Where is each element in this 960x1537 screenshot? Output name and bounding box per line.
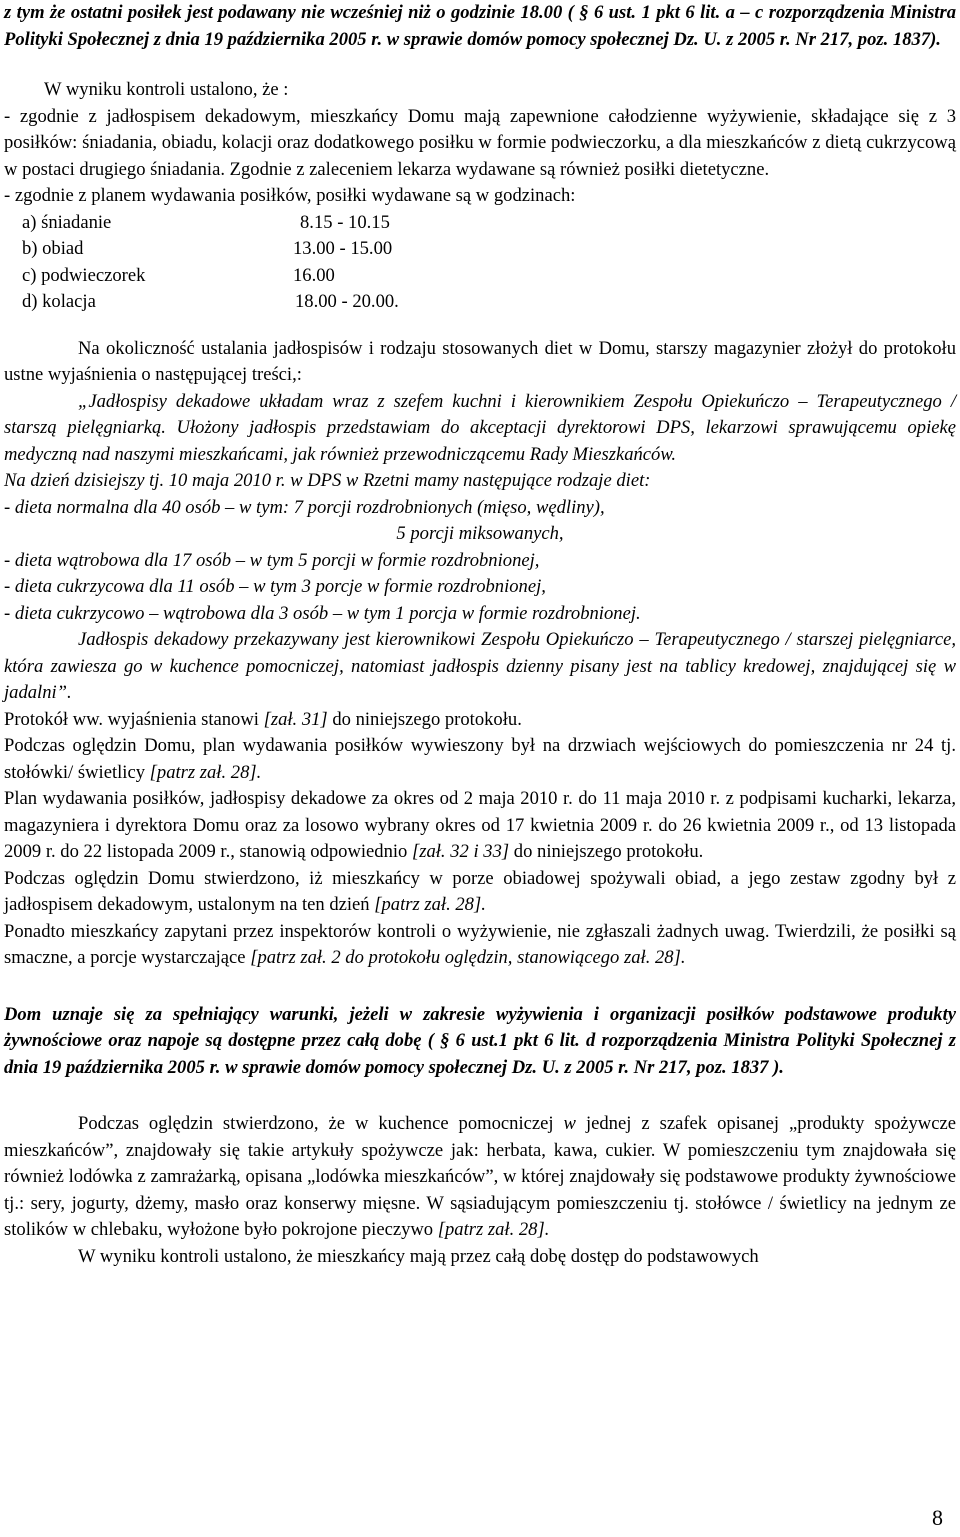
survey-paragraph [4, 919, 956, 972]
meal-time: 13.00 - 15.00 [293, 238, 393, 259]
kitchen-text: w [563, 1113, 576, 1134]
attachment-ref: [zał. 31] [263, 708, 328, 730]
inspection-text: Podczas oględzin Domu stwierdzono, iż mieszkańcy w porze obiadowej spożywali obiad, a jego zestaw zgodny był z jadłospisem dekadowym, ustalonym na ten dzień [4, 867, 956, 915]
findings-paragraph-1: - zgodnie z jadłospisem dekadowym, mieszkańcy Domu mają zapewnione całodzienne wyżywienie, składające się z 3 posiłków: śniadania, obiadu, kolacji oraz dodatkowego posiłku w formie podwieczorku, a dla mieszkańców z dietą cukrzycową w postaci drugiego śniadania. Zgodnie z zaleceniem lekarza wydawane są również posiłki dietetyczne. [4, 105, 956, 180]
conclusion-bold: Dom uznaje się za spełniający warunki, jeżeli w zakresie wyżywienia i organizacji posiłków podstawowe produkty żywnościowe oraz napoje są dostępne przez całą dobę ( § 6 ust.1 pkt 6 lit. d rozporządzenia Ministra Polityki Społecznej z dnia 19 października 2005 r. w sprawie domów pomocy społecznej Dz. U. z 2005 r. Nr 217, poz. 1837 ). [4, 1003, 956, 1078]
meal-schedule [4, 210, 956, 316]
diet-list [4, 495, 956, 628]
meal-row [4, 210, 956, 237]
survey-text: Ponadto mieszkańcy zapytani przez inspektorów kontroli o wyżywienie, nie zgłaszali żadnych uwag. Twierdzili, że posiłki są smaczne, a porcje wystarczające [4, 920, 956, 968]
document-page [4, 0, 956, 1270]
attachment-ref: [patrz zał. 28]. [374, 894, 486, 915]
plan-text: do niniejszego protokołu. [509, 841, 704, 862]
meal-time: 18.00 - 20.00. [295, 291, 399, 312]
diet-item: - dieta wątrobowa dla 17 osób – w tym 5 porcji w formie rozdrobnionej, [4, 549, 540, 571]
meal-time: 16.00 [293, 264, 335, 286]
protocol-text: do niniejszego protokołu. [327, 708, 522, 730]
statement-paragraph-2: Jadłospis dekadowy przekazywany jest kierownikowi Zespołu Opiekuńczo – Terapeutycznego / starszej pielęgniarce, która zawiesza go w kuchence pomocniczej, natomiast jadłospis dzienny pisany jest na tablicy kredowej, znajdującej się w jadalni”. [4, 629, 956, 703]
protocol-note [4, 707, 956, 734]
statement-date: Na dzień dzisiejszy tj. 10 maja 2010 r. w DPS w Rzetni mamy następujące rodzaje diet: [4, 470, 651, 491]
plan-paragraph [4, 786, 956, 866]
diet-item: - dieta cukrzycowa dla 11 osób – w tym 3 porcje w formie rozdrobnionej, [4, 576, 546, 597]
kitchen-text: jednej z szafek opisanej „produkty spożywcze mieszkańców”, znajdowały się takie artykuły spożywcze jak: herbata, kawa, cukier. W pomieszczeniu tym znajdowała się również lodówka z zamrażarką, opisana „lodówka mieszkańców”, w której znajdowały się podstawowe produkty żywnościowe tj.: sery, jogurty, dżemy, masło oraz konserwy mięsne. W sąsiadującym pomieszczeniu tj. stołówce / świetlicy na jednym ze stolików w chlebaku, wyłożone było pokrojone pieczywo [4, 1113, 956, 1240]
kitchen-paragraph [4, 1111, 956, 1244]
final-line: W wyniku kontroli ustalono, że mieszkańcy mają przez całą dobę dostęp do podstawowych [78, 1245, 759, 1267]
meal-name: b) obiad [22, 238, 84, 259]
page-number: 8 [932, 1504, 943, 1530]
protocol-text: Protokół ww. wyjaśnienia stanowi [4, 708, 264, 730]
findings-intro: W wyniku kontroli ustalono, że : [44, 79, 289, 100]
inspection-text: Podczas oględzin Domu, plan wydawania posiłków wywieszony był na drzwiach wejściowych do pomieszczenia nr 24 tj. stołówki/ świetlicy [4, 735, 956, 783]
attachment-ref: [zał. 32 i 33] [412, 841, 510, 862]
meal-row [4, 289, 956, 316]
regulation-reference-bold: z tym że ostatni posiłek jest podawany nie wcześniej niż o godzinie 18.00 ( § 6 ust. 1 pkt 6 lit. a – c rozporządzenia Ministra Polityki Społecznej z dnia 19 października 2005 r. w sprawie domów pomocy społecznej Dz. U. z 2005 r. Nr 217, poz. 1837). [4, 2, 956, 50]
spacer [4, 972, 956, 1002]
inspection-paragraph-2 [4, 866, 956, 919]
diet-item: - dieta normalna dla 40 osób – w tym: 7 porcji rozdrobnionych (mięso, wędliny), [4, 496, 605, 518]
meal-name: d) kolacja [22, 291, 96, 312]
plan-text: Plan wydawania posiłków, jadłospisy dekadowe za okres od 2 maja 2010 r. do 11 maja 2010 r. z podpisami kucharki, lekarza, magazyniera i dyrektora Domu oraz za losowo wybrany okres od 17 kwietnia 2009 r. do 26 kwietnia 2009 r., od 13 listopada 2009 r. do 22 listopada 2009 r., stanowią odpowiednio [4, 788, 956, 862]
attachment-ref: [patrz zał. 28]. [149, 761, 262, 783]
statement-intro: Na okoliczność ustalania jadłospisów i rodzaju stosowanych diet w Domu, starszy magazynier złożył do protokołu ustne wyjaśnienia o następującej treści,: [4, 337, 956, 385]
spacer [4, 316, 956, 336]
meal-time: 8.15 - 10.15 [300, 211, 390, 233]
diet-item: 5 porcji miksowanych, [396, 523, 564, 544]
statement-paragraph-1: „Jadłospisy dekadowe układam wraz z szefem kuchni i kierownikiem Zespołu Opiekuńczo – Terapeutycznego / starszą pielęgniarką. Ułożony jadłospis przedstawiam do akceptacji dyrektorowi DPS, lekarzowi sprawującemu opiekę medyczną nad naszymi mieszkańcami, jak również przewodniczącemu Rady Mieszkańców. [4, 390, 956, 465]
meal-row [4, 263, 956, 290]
kitchen-text: Podczas oględzin stwierdzono, że w kuchence pomocniczej [78, 1113, 564, 1134]
attachment-ref: [patrz zał. 2 do protokołu oględzin, stanowiącego zał. 28]. [250, 947, 686, 968]
findings-paragraph-2: - zgodnie z planem wydawania posiłków, posiłki wydawane są w godzinach: [4, 185, 576, 206]
meal-row [4, 236, 956, 263]
diet-item: - dieta cukrzycowo – wątrobowa dla 3 osób – w tym 1 porcja w formie rozdrobnionej. [4, 602, 641, 624]
attachment-ref: [patrz zał. 28]. [437, 1219, 550, 1240]
meal-name: c) podwieczorek [22, 264, 146, 286]
spacer [4, 53, 956, 77]
spacer [4, 1081, 956, 1111]
inspection-paragraph-1 [4, 733, 956, 786]
meal-name: a) śniadanie [22, 211, 112, 233]
